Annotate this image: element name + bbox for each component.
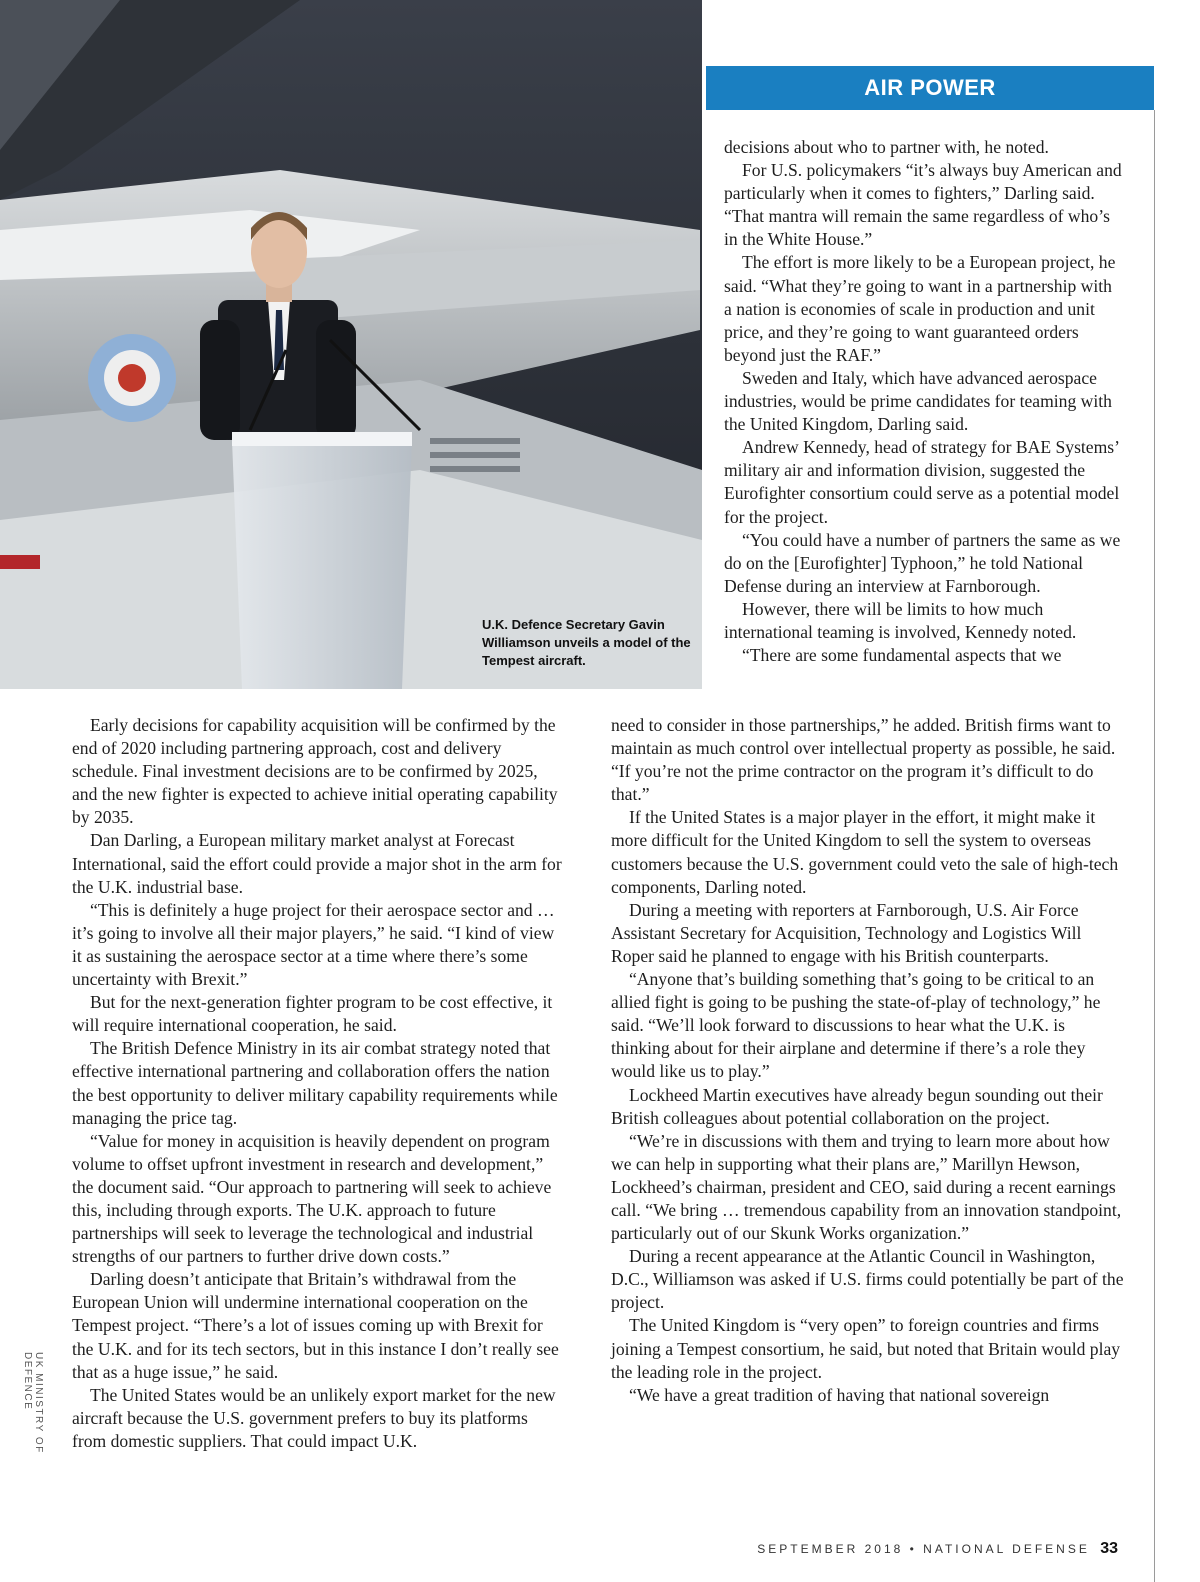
article-paragraph: need to consider in those partnerships,” he added. British firms want to maintain as much control over intellectual property as possible, he said. “If you’re not the prime contractor on the program it’s difficult to do that.” xyxy=(611,715,1116,805)
article-paragraph: Lockheed Martin executives have already begun sounding out their British colleagues about potential collaboration on the project. xyxy=(611,1084,1103,1128)
article-paragraph: Darling doesn’t anticipate that Britain’s withdrawal from the European Union will undermine international cooperation on the Tempest project. “There’s a lot of issues coming up with Brexit for the U.K. and for its tech sectors, but in this instance I don’t really see that as a huge issue,” he said. xyxy=(72,1269,559,1382)
article-paragraph: “We’re in discussions with them and trying to learn more about how we can help in supporting what their plans are,” Marillyn Hewson, Lockheed’s chairman, president and CEO, said during a recent earnings call. “We bring … tremendous capability from an innovation standpoint, particularly out of our Skunk Works organization.” xyxy=(611,1130,1122,1244)
article-paragraph: “This is definitely a huge project for their aerospace sector and … it’s going to involve all their major players,” he said. “I kind of view it as sustaining the aerospace sector at a time where there’s some uncertainty with Brexit.” xyxy=(72,899,555,990)
article-paragraph: “We have a great tradition of having that national sovereign xyxy=(629,1384,1050,1405)
article-paragraph: Sweden and Italy, which have advanced aerospace industries, would be prime candidates for teaming with the United Kingdom, Darling said. xyxy=(724,367,1112,435)
article-column-right-bottom xyxy=(611,714,1124,1407)
article-paragraph: But for the next-generation fighter program to be cost effective, it will require international cooperation, he said. xyxy=(72,992,553,1036)
article-paragraph: However, there will be limits to how much international teaming is involved, Kennedy noted. xyxy=(724,598,1077,642)
page-edge-rule xyxy=(1154,110,1155,1582)
article-paragraph: Early decisions for capability acquisition will be confirmed by the end of 2020 including partnering approach, cost and delivery schedule. Final investment decisions are to be confirmed by 2025, and the new fighter is expected to achieve initial operating capability by 2035. xyxy=(72,715,558,828)
photo-caption: U.K. Defence Secretary Gavin Williamson unveils a model of the Tempest aircraft. xyxy=(482,617,691,668)
article-column-left xyxy=(72,714,562,1453)
article-paragraph: Dan Darling, a European military market analyst at Forecast International, said the effort could provide a major shot in the arm for the U.K. industrial base. xyxy=(72,830,562,897)
page-number: 33 xyxy=(1100,1540,1118,1557)
article-paragraph: If the United States is a major player in the effort, it might make it more difficult for the United Kingdom to sell the system to overseas customers because the U.S. government could veto the sale of high-tech components, Darling noted. xyxy=(611,807,1119,897)
photo-illustration xyxy=(0,0,702,689)
article-paragraph: “There are some fundamental aspects that we xyxy=(742,645,1062,666)
article-column-right-top xyxy=(724,136,1124,667)
article-photo xyxy=(0,0,702,689)
article-paragraph: During a meeting with reporters at Farnborough, U.S. Air Force Assistant Secretary for Acquisition, Technology and Logistics Will Roper said he planned to engage with his British counterparts. xyxy=(611,899,1082,966)
article-paragraph: Andrew Kennedy, head of strategy for BAE Systems’ military air and information division, suggested the Eurofighter consortium could serve as a potential model for the project. xyxy=(724,437,1120,527)
page-footer xyxy=(757,1540,1118,1558)
article-paragraph: The United States would be an unlikely export market for the new aircraft because the U.S. government prefers to buy its platforms from domestic suppliers. That could impact U.K. xyxy=(72,1384,556,1451)
article-paragraph: For U.S. policymakers “it’s always buy American and particularly when it comes to fighters,” Darling said. “That mantra will remain the same regardless of who’s in the White House.” xyxy=(724,160,1122,250)
article-paragraph: During a recent appearance at the Atlantic Council in Washington, D.C., Williamson was asked if U.S. firms could potentially be part of the project. xyxy=(611,1246,1124,1313)
article-paragraph: “You could have a number of partners the same as we do on the [Eurofighter] Typhoon,” he told National Defense during an interview at Farnborough. xyxy=(724,529,1121,596)
article-paragraph: The effort is more likely to be a European project, he said. “What they’re going to want in a partnership with a nation is economies of scale in production and unit price, and they’re going to want guaranteed orders beyond just the RAF.” xyxy=(724,252,1116,365)
article-paragraph: “Value for money in acquisition is heavily dependent on program volume to offset upfront investment in research and development,” the document said. “Our approach to partnering will seek to achieve this, including through exports. The U.K. approach to future partnerships will seek to leverage the technological and industrial strengths of our partners to further drive down costs.” xyxy=(72,1130,552,1267)
article-paragraph: The United Kingdom is “very open” to foreign countries and firms joining a Tempest consortium, he said, but noted that Britain would play the leading role in the project. xyxy=(611,1315,1121,1382)
photo-credit: UK MINISTRY OF DEFENCE xyxy=(22,1352,44,1454)
article-paragraph: The British Defence Ministry in its air combat strategy noted that effective international partnering and collaboration offers the nation the best opportunity to deliver military capability requirements while managing the price tag. xyxy=(72,1038,558,1128)
article-paragraph: “Anyone that’s building something that’s going to be critical to an allied fight is going to be pushing the state-of-play of technology,” he said. “We’ll look forward to discussions to hear what the U.K. is thinking about for their airplane and determine if there’s a role they would like us to play.” xyxy=(611,969,1101,1082)
issue-line: SEPTEMBER 2018 • NATIONAL DEFENSE xyxy=(757,1542,1090,1556)
section-header: AIR POWER xyxy=(706,66,1154,110)
article-paragraph: decisions about who to partner with, he noted. xyxy=(724,137,1049,157)
